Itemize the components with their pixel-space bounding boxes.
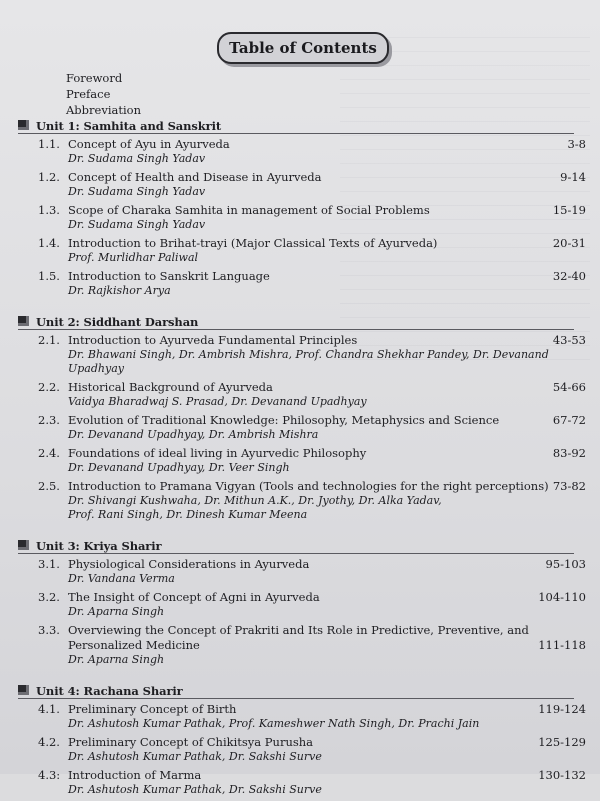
unit-bullet-icon (18, 685, 29, 695)
entry-title: Scope of Charaka Samhita in management of Social Problems (68, 203, 430, 217)
toc-entry (38, 623, 586, 667)
toc-entry (38, 203, 586, 232)
entry-pages: 125-129 (538, 735, 586, 749)
unit-label: Unit 4: Rachana Sharir (36, 684, 183, 698)
unit-heading (18, 114, 574, 133)
toc-entry (38, 333, 586, 376)
toc-entry (38, 269, 586, 298)
entry-head (38, 590, 586, 605)
entry-number: 2.5. (38, 479, 60, 493)
entry-head (38, 768, 586, 783)
entry-author: Vaidya Bharadwaj S. Prasad, Dr. Devanand Upadhyay (68, 395, 367, 408)
entry-author: Dr. Bhawani Singh, Dr. Ambrish Mishra, Prof. Chandra Shekhar Pandey, Dr. Devanand Upadhyay (68, 348, 549, 375)
unit-heading (18, 679, 574, 698)
entry-title: Introduction to Ayurveda Fundamental Principles (68, 333, 358, 347)
entry-number: 2.1. (38, 333, 60, 347)
entry-title: Concept of Ayu in Ayurveda (68, 137, 230, 151)
page-title: Table of Contents (229, 39, 377, 57)
entry-pages: 95-103 (545, 557, 586, 571)
entry-pages: 67-72 (552, 413, 586, 427)
entry-number: 3.2. (38, 590, 60, 604)
toc-entry (38, 236, 586, 265)
unit-heading (18, 310, 574, 329)
entry-pages: 104-110 (538, 590, 586, 604)
unit-label: Unit 1: Samhita and Sanskrit (36, 119, 222, 133)
entry-head (38, 170, 586, 185)
toc-entry (38, 479, 586, 522)
entry-head (38, 269, 586, 284)
entry-number: 4.3: (38, 768, 61, 782)
entry-head (38, 702, 586, 717)
entry-pages: 73-82 (552, 479, 586, 493)
entry-head (38, 413, 586, 428)
entry-number: 2.3. (38, 413, 60, 427)
unit-underline (18, 698, 574, 699)
toc-title-box (217, 32, 389, 64)
entry-head (38, 735, 586, 750)
entry-pages: 119-124 (538, 702, 586, 716)
entry-number: 4.1. (38, 702, 60, 716)
unit-label: Unit 3: Kriya Sharir (36, 539, 162, 553)
toc-list (0, 114, 600, 801)
entry-title-continued: Personalized Medicine (68, 638, 200, 652)
entry-title: Historical Background of Ayurveda (68, 380, 273, 394)
entry-number: 2.4. (38, 446, 60, 460)
entry-head (38, 137, 586, 152)
entry-author: Dr. Devanand Upadhyay, Dr. Veer Singh (68, 461, 290, 474)
entry-author: Dr. Aparna Singh (68, 605, 165, 618)
entry-head (38, 333, 586, 348)
entry-title: Concept of Health and Disease in Ayurveda (68, 170, 322, 184)
entry-title: Physiological Considerations in Ayurveda (68, 557, 310, 571)
entry-pages: 32-40 (552, 269, 586, 283)
unit-underline (18, 553, 574, 554)
entry-head (38, 236, 586, 251)
front-matter-item: Preface (66, 87, 111, 101)
entry-title: Introduction to Brihat-trayi (Major Classical Texts of Ayurveda) (68, 236, 438, 250)
entry-pages: 83-92 (552, 446, 586, 460)
entry-title: Introduction to Pramana Vigyan (Tools and technologies for the right perceptions) (68, 479, 549, 493)
toc-entry (38, 446, 586, 475)
unit-spacer (0, 302, 600, 310)
unit-label: Unit 2: Siddhant Darshan (36, 315, 199, 329)
toc-entry (38, 702, 586, 731)
entry-head (38, 623, 586, 638)
entry-author: Dr. Sudama Singh Yadav (68, 185, 206, 198)
entry-title: Overviewing the Concept of Prakriti and Its Role in Predictive, Preventive, and (68, 623, 529, 637)
entry-author: Dr. Aparna Singh (68, 653, 165, 666)
entry-pages: 15-19 (552, 203, 586, 217)
entry-number: 1.5. (38, 269, 60, 283)
entry-number: 3.3. (38, 623, 60, 637)
entry-head (38, 380, 586, 395)
unit-spacer (0, 671, 600, 679)
unit-spacer (0, 526, 600, 534)
front-matter-list (66, 70, 141, 118)
entry-author: Dr. Sudama Singh Yadav (68, 152, 206, 165)
entry-author-continued: Prof. Rani Singh, Dr. Dinesh Kumar Meena (68, 508, 308, 521)
entry-pages: 43-53 (552, 333, 586, 347)
entry-number: 1.1. (38, 137, 60, 151)
entry-pages: 130-132 (538, 768, 586, 782)
toc-entry (38, 137, 586, 166)
entry-number: 2.2. (38, 380, 60, 394)
entry-author: Dr. Ashutosh Kumar Pathak, Prof. Kameshwer Nath Singh, Dr. Prachi Jain (68, 717, 480, 730)
entry-title: Introduction to Sanskrit Language (68, 269, 270, 283)
toc-entry (38, 768, 586, 797)
entry-author: Dr. Sudama Singh Yadav (68, 218, 206, 231)
toc-entry (38, 557, 586, 586)
toc-entry (38, 735, 586, 764)
unit-underline (18, 329, 574, 330)
entry-head (38, 446, 586, 461)
entry-pages: 111-118 (538, 638, 586, 652)
entry-pages: 9-14 (560, 170, 586, 184)
entry-number: 1.2. (38, 170, 60, 184)
unit-heading (18, 534, 574, 553)
entry-title: Evolution of Traditional Knowledge: Philosophy, Metaphysics and Science (68, 413, 500, 427)
entry-title: Introduction of Marma (68, 768, 202, 782)
entry-pages: 20-31 (552, 236, 586, 250)
toc-entry (38, 380, 586, 409)
toc-entry (38, 413, 586, 442)
entry-number: 3.1. (38, 557, 60, 571)
entry-pages: 3-8 (567, 137, 586, 151)
entry-head (38, 479, 586, 494)
entry-head (38, 203, 586, 218)
entry-author: Dr. Vandana Verma (68, 572, 175, 585)
entry-title: Preliminary Concept of Chikitsya Purusha (68, 735, 314, 749)
entry-author: Dr. Ashutosh Kumar Pathak, Dr. Sakshi Surve (68, 750, 322, 763)
entry-author: Dr. Rajkishor Arya (68, 284, 171, 297)
toc-entry (38, 170, 586, 199)
entry-title: Foundations of ideal living in Ayurvedic Philosophy (68, 446, 367, 460)
entry-number: 4.2. (38, 735, 60, 749)
entry-spacer (0, 797, 600, 801)
entry-title: Preliminary Concept of Birth (68, 702, 237, 716)
entry-number: 1.3. (38, 203, 60, 217)
entry-author: Dr. Devanand Upadhyay, Dr. Ambrish Mishra (68, 428, 319, 441)
entry-number: 1.4. (38, 236, 60, 250)
entry-author: Dr. Ashutosh Kumar Pathak, Dr. Sakshi Surve (68, 783, 322, 796)
entry-author: Dr. Shivangi Kushwaha, Dr. Mithun A.K., Dr. Jyothy, Dr. Alka Yadav, (68, 494, 442, 507)
unit-bullet-icon (18, 120, 29, 130)
entry-head (38, 557, 586, 572)
front-matter-item: Foreword (66, 71, 123, 85)
entry-title: The Insight of Concept of Agni in Ayurveda (68, 590, 320, 604)
front-matter-item: Abbreviation (66, 103, 141, 117)
toc-entry (38, 590, 586, 619)
unit-bullet-icon (18, 316, 29, 326)
unit-bullet-icon (18, 540, 29, 550)
entry-pages: 54-66 (552, 380, 586, 394)
unit-underline (18, 133, 574, 134)
entry-author: Prof. Murlidhar Paliwal (68, 251, 199, 264)
